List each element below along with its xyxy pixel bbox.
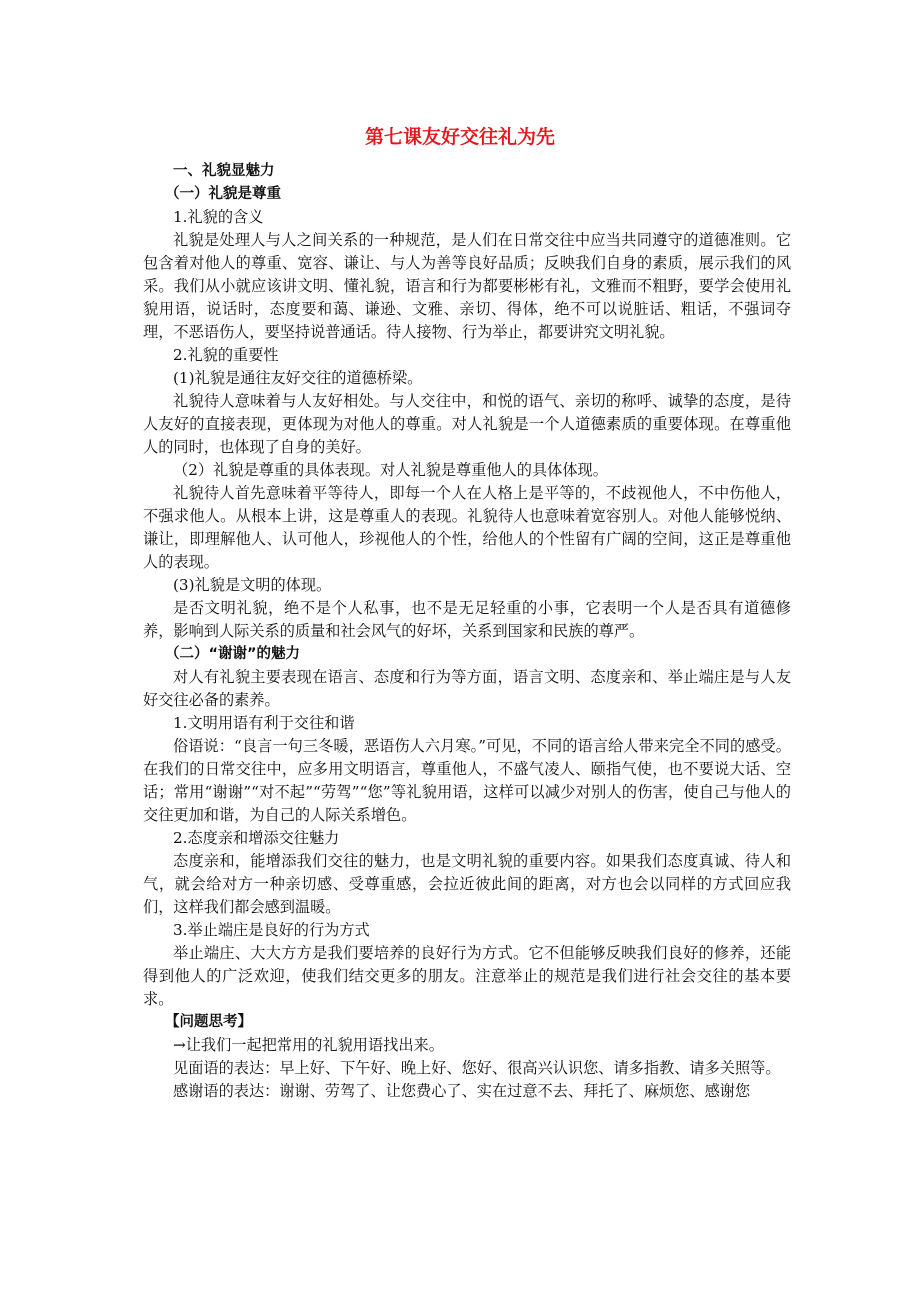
- point-title: （2）礼貌是尊重的具体表现。对人礼貌是尊重他人的具体体现。: [173, 461, 608, 479]
- point-title: (3)礼貌是文明的体现。: [173, 576, 332, 594]
- paragraph: 对人有礼貌主要表现在语言、态度和行为等方面，语言文明、态度亲和、举止端庄是与人友好交往必备的素养。: [143, 668, 791, 709]
- paragraph: 态度亲和，能增添我们交往的魅力，也是文明礼貌的重要内容。如果我们态度真诚、待人和气，就会给对方一种亲切感、受尊重感，会拉近彼此间的距离，对方也会以同样的方式回应我们，这样我们都会感到温暖。: [143, 852, 791, 916]
- item-title: 3.举止端庄是良好的行为方式: [173, 921, 370, 939]
- paragraph: 礼貌待人首先意味着平等待人，即每一个人在人格上是平等的，不歧视他人，不中伤他人，不强求他人。从根本上讲，这是尊重人的表现。礼貌待人也意味着宽容别人。对他人能够悦纳、谦让，即理解他人、认可他人，珍视他人的个性，给他人的个性留有广阔的空间，这正是尊重他人的表现。: [143, 484, 791, 571]
- point-title: (1)礼貌是通往友好交往的道德桥梁。: [173, 369, 423, 387]
- item-title: 1.礼貌的含义: [173, 208, 264, 226]
- document-body: [143, 160, 791, 1103]
- paragraph: 感谢语的表达：谢谢、劳驾了、让您费心了、实在过意不去、拜托了、麻烦您、感谢您: [173, 1082, 751, 1100]
- paragraph: 举止端庄、大大方方是我们要培养的良好行为方式。它不但能够反映我们良好的修养，还能得到他人的广泛欢迎，使我们结交更多的朋友。注意举止的规范是我们进行社会交往的基本要求。: [143, 944, 791, 1008]
- paragraph: →让我们一起把常用的礼貌用语找出来。: [173, 1036, 444, 1054]
- paragraph: 俗语说：“良言一句三冬暖，恶语伤人六月寒。”可见，不同的语言给人带来完全不同的感受。在我们的日常交往中，应多用文明语言，尊重他人，不盛气凌人、颐指气使，也不要说大话、空话；常用“谢谢”“对不起”“劳驾”“您”等礼貌用语，这样可以减少对别人的伤害，使自己与他人的交往更加和谐，为自己的人际关系增色。: [143, 737, 791, 824]
- paragraph: 礼貌是处理人与人之间关系的一种规范，是人们在日常交往中应当共同遵守的道德准则。它包含着对他人的尊重、宽容、谦让、与人为善等良好品质；反映我们自身的素质，展示我们的风采。我们从小就应该讲文明、懂礼貌，语言和行为都要彬彬有礼，文雅而不粗野，要学会使用礼貌用语，说话时，态度要和蔼、谦逊、文雅、亲切、得体，绝不可以说脏话、粗话，不强词夺理，不恶语伤人，要坚持说普通话。待人接物、行为举止，都要讲究文明礼貌。: [143, 231, 791, 341]
- item-title: 2.礼貌的重要性: [173, 346, 279, 364]
- page-title: 第七课友好交往礼为先: [364, 126, 555, 148]
- paragraph: 礼貌待人意味着与人友好相处。与人交往中，和悦的语气、亲切的称呼、诚挚的态度，是待人友好的直接表现，更体现为对他人的尊重。对人礼貌是一个人道德素质的重要体现。在尊重他人的同时，也体现了自身的美好。: [143, 392, 791, 456]
- item-title: 1.文明用语有利于交往和谐: [173, 714, 355, 732]
- section-heading: 一、礼貌显魅力: [173, 163, 275, 179]
- think-heading: 【问题思考】: [165, 1014, 252, 1030]
- subsection-heading: （一）礼貌是尊重: [165, 186, 281, 202]
- paragraph: 见面语的表达：早上好、下午好、晚上好、您好、很高兴认识您、请多指教、请多关照等。: [173, 1059, 781, 1077]
- paragraph: 是否文明礼貌，绝不是个人私事，也不是无足轻重的小事，它表明一个人是否具有道德修养，影响到人际关系的质量和社会风气的好坏，关系到国家和民族的尊严。: [143, 599, 791, 640]
- item-title: 2.态度亲和增添交往魅力: [173, 829, 340, 847]
- subsection-heading: （二）“谢谢”的魅力: [165, 646, 301, 662]
